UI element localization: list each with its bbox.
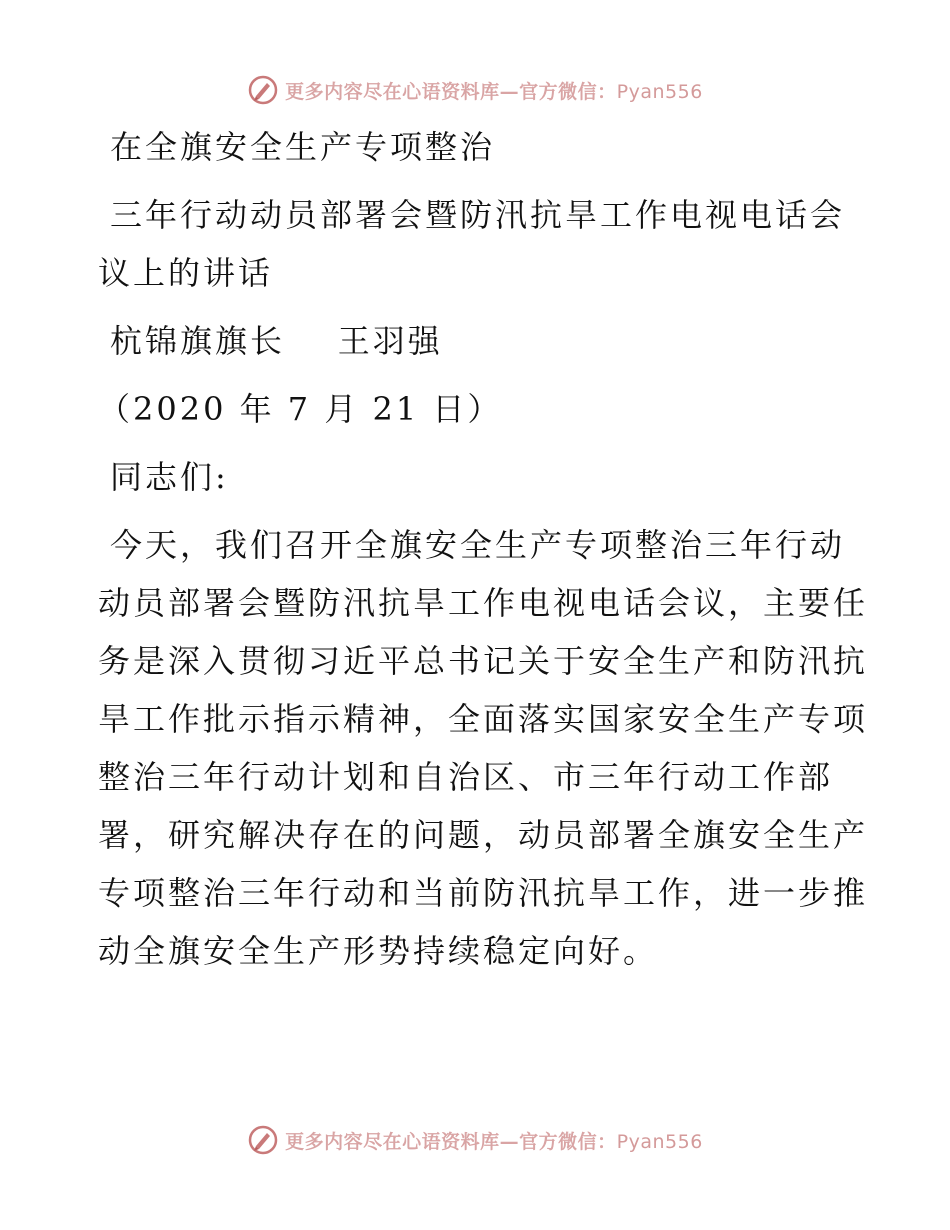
paragraph-line: 专项整治三年行动和当前防汛抗旱工作，进一步推 [98, 874, 869, 912]
paragraph-line: 署，研究解决存在的问题，动员部署全旗安全生产 [98, 816, 869, 854]
date-line: （2020 年 7 月 21 日） [98, 390, 503, 428]
pen-logo-icon [247, 1124, 279, 1156]
paragraph-line: 动全旗安全生产形势持续稳定向好。 [98, 932, 659, 970]
pen-logo-icon [247, 74, 279, 106]
paragraph-line: 旱工作批示指示精神，全面落实国家安全生产专项 [98, 700, 869, 738]
speaker-line: 杭锦旗旗长 王羽强 [110, 322, 443, 360]
title-line-2: 三年行动动员部署会暨防汛抗旱工作电视电话会 [110, 196, 846, 234]
watermark-text: 更多内容尽在心语资料库—官方微信：Pyan556 [285, 1130, 703, 1153]
title-line-1: 在全旗安全生产专项整治 [110, 128, 496, 166]
watermark-footer [0, 1120, 950, 1160]
paragraph-line: 务是深入贯彻习近平总书记关于安全生产和防汛抗 [98, 642, 869, 680]
salutation: 同志们: [110, 458, 229, 496]
document-body [98, 118, 869, 980]
watermark-header [0, 70, 950, 110]
paragraph-line: 动员部署会暨防汛抗旱工作电视电话会议，主要任 [98, 584, 869, 622]
paragraph-line: 今天，我们召开全旗安全生产专项整治三年行动 [110, 526, 846, 564]
paragraph-line: 整治三年行动计划和自治区、市三年行动工作部 [98, 758, 834, 796]
watermark-text: 更多内容尽在心语资料库—官方微信：Pyan556 [285, 80, 703, 103]
title-line-3: 议上的讲话 [98, 254, 274, 292]
